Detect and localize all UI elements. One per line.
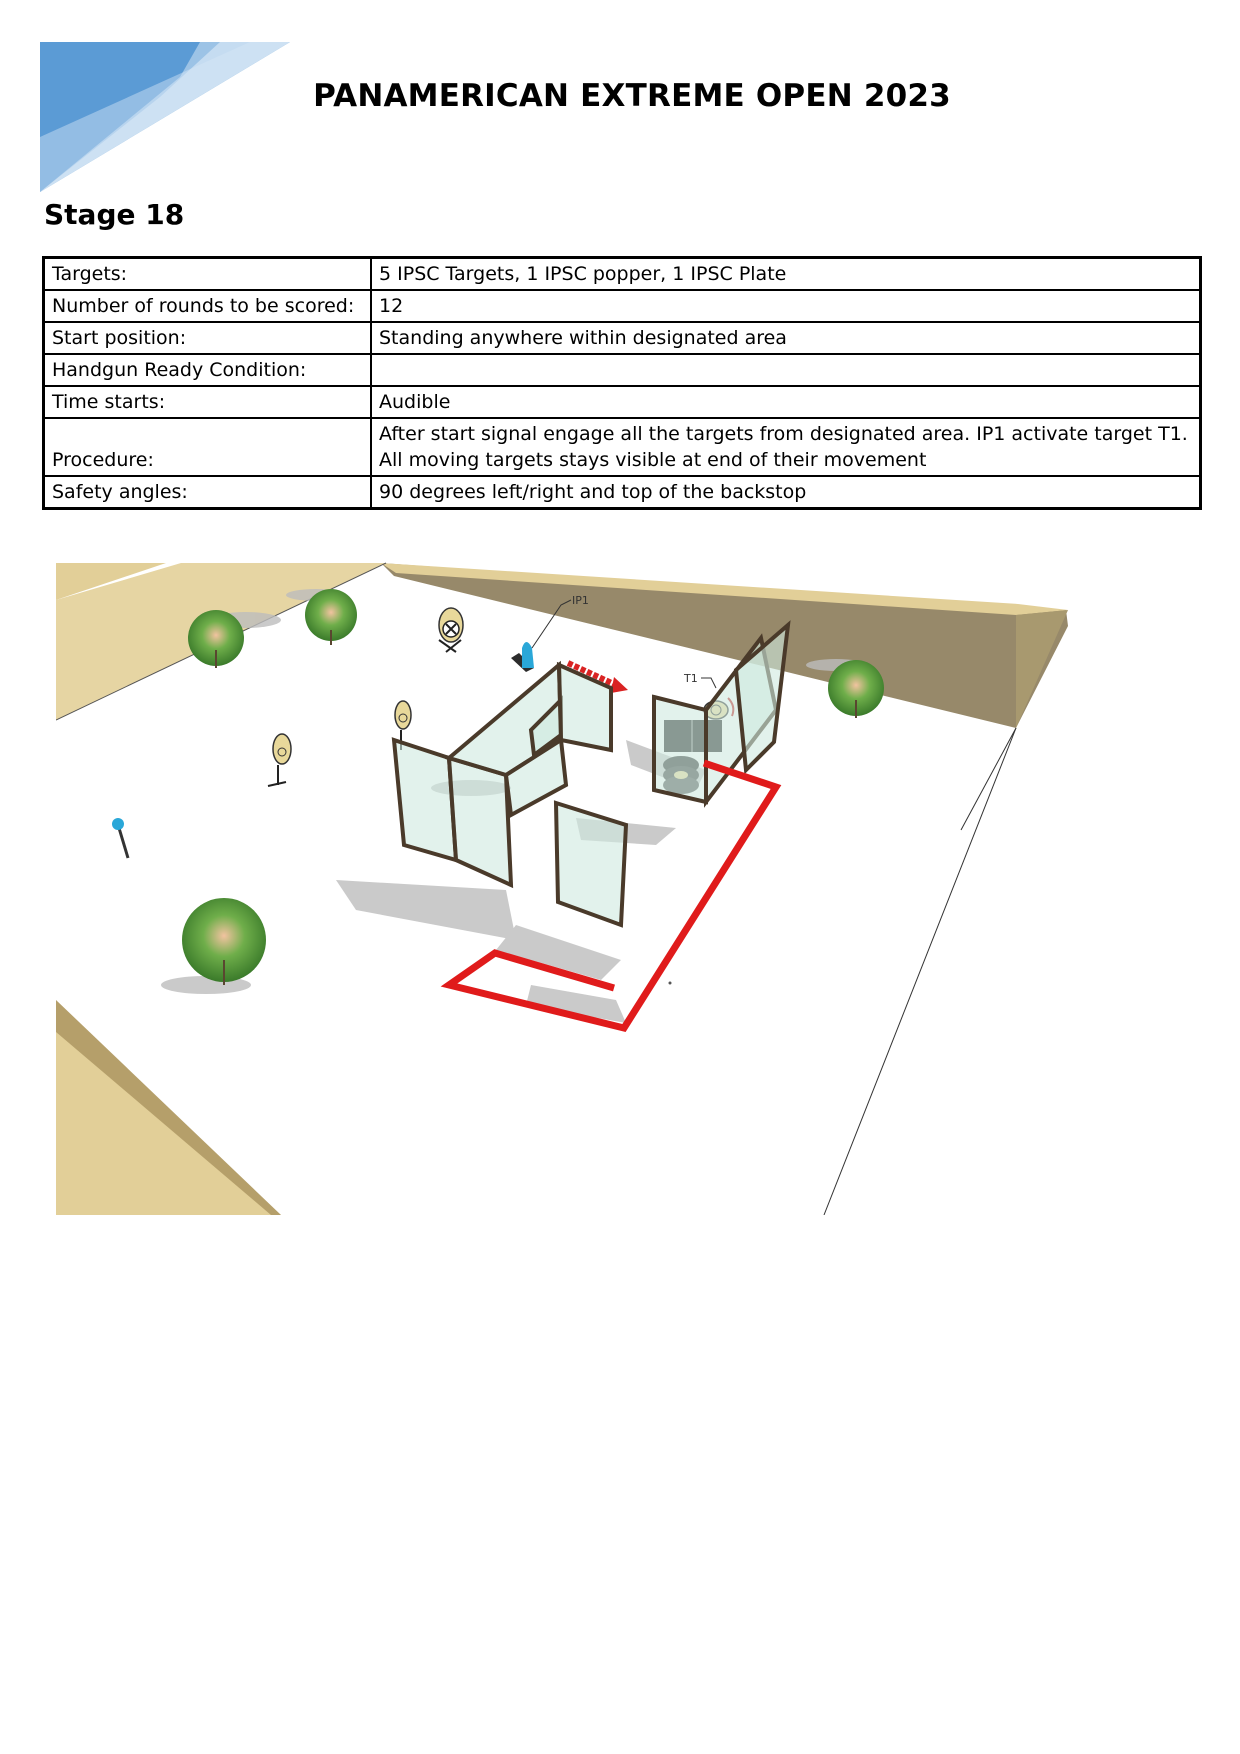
row-value: After start signal engage all the targets from designated area. IP1 activate target T1. All moving targets stays visible at end of their movement	[371, 418, 1201, 476]
stage-diagram	[56, 560, 1136, 1215]
row-label: Targets:	[44, 258, 372, 291]
table-row	[44, 354, 1201, 386]
row-label: Safety angles:	[44, 476, 372, 509]
row-label: Procedure:	[44, 418, 372, 476]
row-value: Audible	[371, 386, 1201, 418]
table-row	[44, 476, 1201, 509]
page-title	[0, 78, 1240, 114]
table-row	[44, 290, 1201, 322]
row-value: 90 degrees left/right and top of the backstop	[371, 476, 1201, 509]
stage-heading: Stage 18	[44, 198, 185, 231]
row-value: 12	[371, 290, 1201, 322]
row-label: Number of rounds to be scored:	[44, 290, 372, 322]
stage-info-table	[42, 256, 1202, 510]
corner-decoration	[40, 42, 290, 212]
row-label: Time starts:	[44, 386, 372, 418]
t1-label: T1	[684, 672, 698, 685]
row-value	[371, 354, 1201, 386]
row-label: Start position:	[44, 322, 372, 354]
row-label: Handgun Ready Condition:	[44, 354, 372, 386]
table-row	[44, 386, 1201, 418]
row-value: Standing anywhere within designated area	[371, 322, 1201, 354]
page-title-text: PANAMERICAN EXTREME OPEN 2023	[313, 78, 951, 114]
ip1-label: IP1	[572, 594, 589, 607]
table-row	[44, 418, 1201, 476]
table-row	[44, 258, 1201, 291]
row-value: 5 IPSC Targets, 1 IPSC popper, 1 IPSC Plate	[371, 258, 1201, 291]
table-row	[44, 322, 1201, 354]
